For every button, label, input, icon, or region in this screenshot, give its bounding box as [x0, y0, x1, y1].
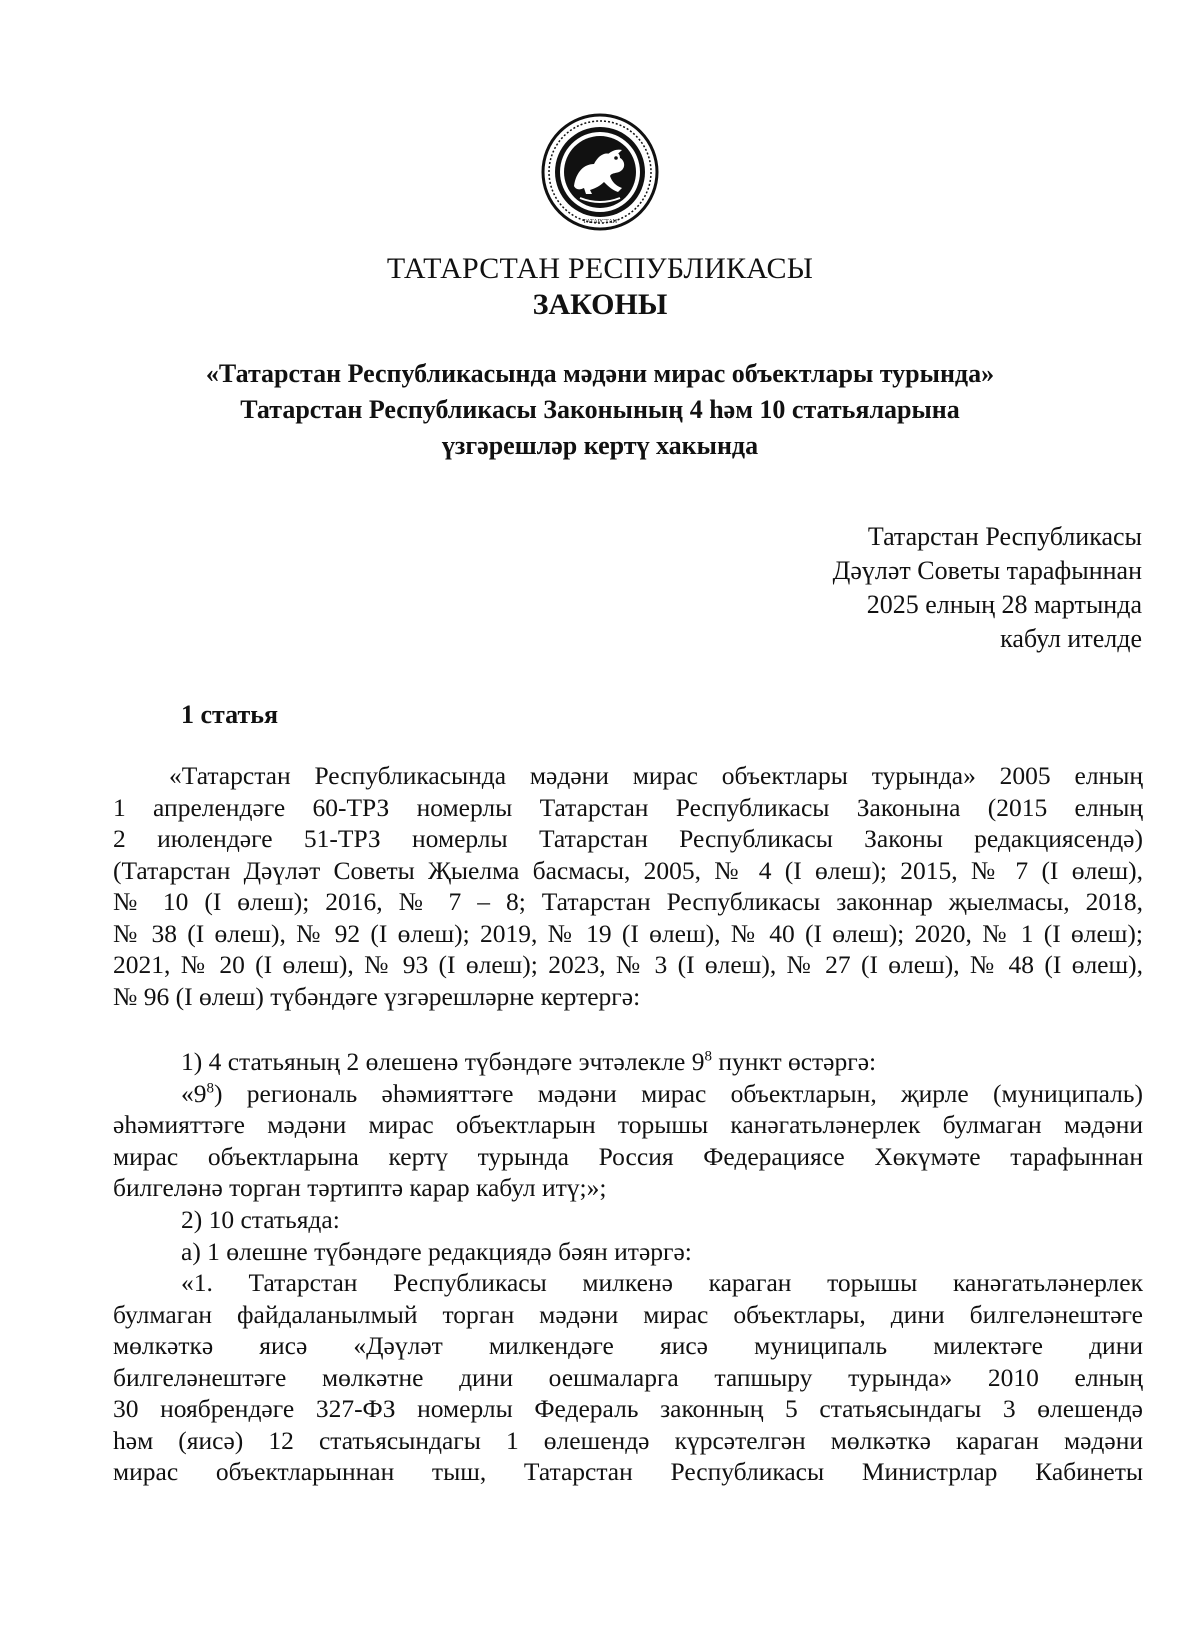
intro-line: 2021, № 20 (I өлеш), № 93 (I өлеш); 2023, № 3 (I өлеш), № 27 (I өлеш), № 48 (I өлеш),: [113, 950, 1143, 979]
intro-line: № 10 (I өлеш); 2016, № 7 – 8; Татарстан Республикасы законнар җыелмасы, 2018,: [113, 887, 1143, 916]
article-heading: 1 статья: [181, 700, 279, 729]
item-2-paragraph: [113, 1204, 1143, 1488]
intro-line: «Татарстан Республикасында мәдәни мирас объектлары турында» 2005 елның: [169, 761, 1143, 790]
item-1-line: билгеләнә торган тәртиптә карар кабул итү;»;: [113, 1173, 607, 1202]
intro-line: (Татарстан Дәүләт Советы Җыелма басмасы, 2005, № 4 (I өлеш); 2015, № 7 (I өлеш),: [113, 855, 1143, 885]
item-1-quote-text-end: ) региональ әһәмияттәге мәдәни мирас объектларын, җирле (муниципаль): [214, 1078, 1143, 1108]
tatarstan-coat-of-arms-icon: [540, 112, 660, 232]
item-2-line: билгеләнештәге мөлкәтне дини оешмаларга тапшыру турында» 2010 елның: [113, 1362, 1143, 1392]
item-1-lead-text-end: пункт өстәргә:: [711, 1047, 877, 1076]
item-2-line: 30 ноябрендәге 327-ФЗ номерлы Федераль законның 5 статьясындагы 3 өлешендә: [113, 1394, 1143, 1423]
item-2-line: һәм (яисә) 12 статьясындагы 1 өлешендә күрсәтелгән мөлкәткә караган мәдәни: [113, 1425, 1143, 1455]
adoption-line-4: кабул ителде: [1000, 624, 1142, 653]
adoption-note: [833, 520, 1142, 656]
intro-line: № 38 (I өлеш), № 92 (I өлеш); 2019, № 19 (I өлеш), № 40 (I өлеш); 2020, № 1 (I өлеш);: [113, 918, 1143, 948]
item-2-line: «1. Татарстан Республикасы милкенә караган торышы канәгатьләнерлек: [181, 1268, 1143, 1297]
article-intro-paragraph: [113, 760, 1143, 1012]
item-1-lead: [113, 1046, 1143, 1078]
item-1-quote-text: «9: [181, 1078, 207, 1108]
item-1-quote-first: [113, 1078, 1143, 1110]
item-2-line: булмаган файдаланылмый торган мәдәни мирас объектлары, дини билгеләнештәге: [113, 1299, 1143, 1329]
republic-name: ТАТАРСТАН РЕСПУБЛИКАСЫ: [386, 252, 814, 285]
intro-line: 2 июлендәге 51-ТРЗ номерлы Татарстан Республикасы Законы редакциясендә): [113, 824, 1143, 853]
item-2-line: мирас объектларыннан тыш, Татарстан Республикасы Министрлар Кабинеты: [113, 1457, 1143, 1486]
item-1-line: мирас объектларына кертү турында Россия Федерациясе Хөкүмәте тарафыннан: [113, 1141, 1143, 1171]
item-2-sub-a: а) 1 өлешне түбәндәге редакциядә бәян итәргә:: [181, 1236, 692, 1266]
intro-line: 1 апрелендәге 60-ТРЗ номерлы Татарстан Республикасы Законына (2015 елның: [113, 792, 1143, 822]
law-label: ЗАКОНЫ: [532, 288, 668, 321]
item-1-lead-text: 1) 4 статьяның 2 өлешенә түбәндәге эчтәлекле 9: [181, 1047, 705, 1076]
item-1-lead-sup: 8: [704, 1048, 712, 1065]
adoption-line-2: Дәүләт Советы тарафыннан: [832, 556, 1142, 585]
intro-line: № 96 (I өлеш) түбәндәге үзгәрешләрне кертергә:: [113, 981, 641, 1011]
title-line-2: Татарстан Республикасы Законының 4 һәм 10 статьяларына: [240, 395, 960, 424]
item-2-lead: 2) 10 статьяда:: [181, 1205, 340, 1234]
title-line-1: «Татарстан Республикасында мәдәни мирас объектлары турында»: [205, 359, 995, 388]
adoption-line-1: Татарстан Республикасы: [867, 522, 1142, 551]
title-line-3: үзгәрешләр кертү хакында: [441, 431, 759, 460]
item-1-quote-sup: 8: [206, 1080, 214, 1096]
item-2-line: мөлкәткә яисә «Дәүләт милкендәге яисә муниципаль милектәге дини: [113, 1331, 1143, 1360]
adoption-line-3: 2025 елның 28 мартында: [866, 590, 1142, 619]
item-1-paragraph: [113, 1046, 1143, 1204]
item-1-line: әһәмияттәге мәдәни мирас объектларын торышы канәгатьләнерлек булмаган мәдәни: [113, 1110, 1143, 1139]
emblem-inscription: ТАТАРСТАН: [582, 219, 618, 225]
